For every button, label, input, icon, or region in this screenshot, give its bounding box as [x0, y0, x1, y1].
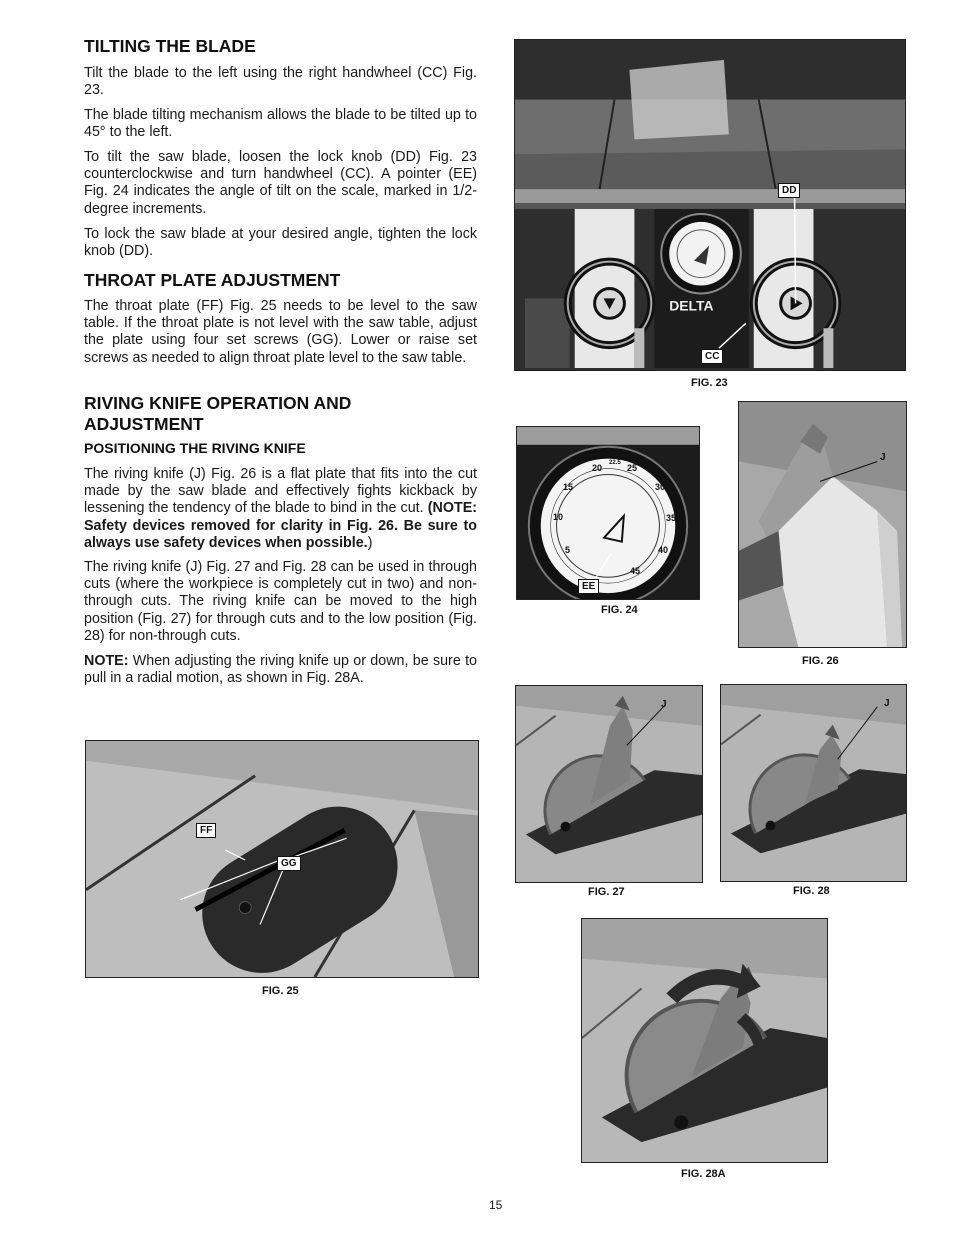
caption-fig-23: FIG. 23	[691, 377, 728, 389]
tilting-paragraph-3: To tilt the saw blade, loosen the lock knob (DD) Fig. 23 counterclockwise and turn handwheel (CC). A pointer (EE) Fig. 24 indicates the angle of tilt on the scale, marked in 1/2-degree increments.	[84, 149, 477, 217]
caption-fig-25: FIG. 25	[262, 985, 299, 997]
tilting-paragraph-1: Tilt the blade to the left using the right handwheel (CC) Fig. 23.	[84, 65, 477, 99]
caption-fig-24: FIG. 24	[601, 604, 638, 616]
fig24-tick-10: 10	[553, 512, 564, 522]
delta-brand-text: DELTA	[669, 297, 714, 314]
figure-28-photo	[720, 684, 907, 882]
fig24-tick-35: 35	[666, 513, 677, 523]
heading-riving-knife-line-2: ADJUSTMENT	[84, 414, 204, 434]
label-cc: CC	[701, 349, 723, 364]
riving-p1-safety-note: (NOTE: Safety devices removed for clarity in Fig. 26. Be sure to always use safety devices when possible.	[84, 500, 477, 551]
fig27-label-j: J	[661, 699, 667, 710]
label-ee: EE	[578, 579, 599, 594]
throat-paragraph-1: The throat plate (FF) Fig. 25 needs to be level to the saw table. If the throat plate is not level with the saw table, adjust the plate using four set screws (GG). Lower or raise set screws as needed to align throat plate level to the saw table.	[84, 298, 477, 366]
note-text: When adjusting the riving knife up or down, be sure to pull in a radial motion, as shown in Fig. 28A.	[84, 653, 477, 687]
fig26-label-j: J	[880, 452, 886, 463]
tilting-paragraph-2: The blade tilting mechanism allows the blade to be tilted up to 45° to the left.	[84, 107, 477, 141]
riving-p1-end: )	[367, 534, 373, 551]
fig28-label-j: J	[884, 698, 890, 709]
figure-23-photo	[514, 39, 906, 371]
caption-fig-28: FIG. 28	[793, 885, 830, 897]
heading-throat-plate-adjustment: THROAT PLATE ADJUSTMENT	[84, 270, 341, 290]
riving-note	[84, 653, 477, 687]
heading-tilting-the-blade: TILTING THE BLADE	[84, 36, 256, 56]
subheading-positioning-riving-knife: POSITIONING THE RIVING KNIFE	[84, 440, 306, 456]
label-gg: GG	[277, 856, 301, 871]
fig24-tick-5: 5	[565, 545, 571, 555]
caption-fig-26: FIG. 26	[802, 655, 839, 667]
riving-p1-text: The riving knife (J) Fig. 26 is a flat plate that fits into the cut made by the saw blade and effectively fights kickback by lessening the tendency of the blade to bind in the cut.	[84, 466, 477, 517]
label-ff: FF	[196, 823, 216, 838]
figure-28a-photo	[581, 918, 828, 1163]
figure-26-photo	[738, 401, 907, 648]
riving-paragraph-1	[84, 466, 477, 552]
fig24-tick-15: 15	[563, 482, 574, 492]
note-label: NOTE:	[84, 653, 129, 669]
fig24-tick-20: 20	[592, 463, 603, 473]
fig24-tick-22-5: 22.5	[609, 460, 621, 466]
fig24-tick-40: 40	[658, 545, 669, 555]
page-number: 15	[489, 1198, 503, 1212]
heading-riving-knife-line-1: RIVING KNIFE OPERATION AND	[84, 393, 352, 413]
caption-fig-28a: FIG. 28A	[681, 1168, 726, 1180]
caption-fig-27: FIG. 27	[588, 886, 625, 898]
label-dd: DD	[778, 183, 800, 198]
fig24-tick-25: 25	[627, 463, 638, 473]
fig24-tick-30: 30	[655, 482, 666, 492]
tilting-paragraph-4: To lock the saw blade at your desired angle, tighten the lock knob (DD).	[84, 226, 477, 260]
riving-paragraph-2: The riving knife (J) Fig. 27 and Fig. 28 can be used in through cuts (where the workpiece is completely cut in two) and non-through cuts. The riving knife can be moved to the high position (Fig. 27) for through cuts and to the low position (Fig. 28) for non-through cuts.	[84, 559, 477, 644]
figure-27-photo	[515, 685, 703, 883]
fig24-tick-45: 45	[630, 566, 641, 576]
